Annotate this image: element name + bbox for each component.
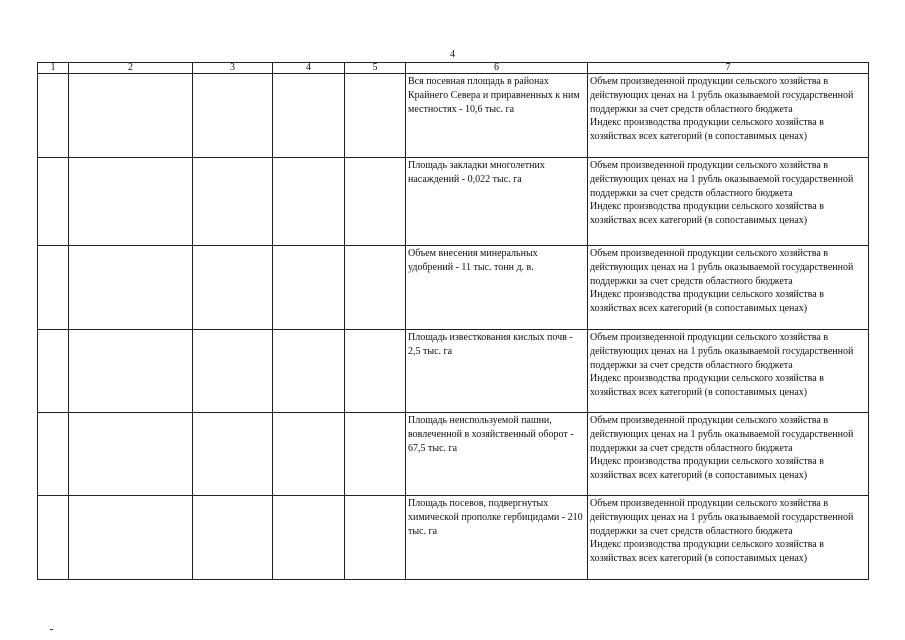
column-header-2: 2 [69,63,193,74]
empty-cell [273,330,345,413]
indicator-cell: Площадь закладки многолетних насаждений - 0,022 тыс. га [406,158,588,246]
column-header-5: 5 [345,63,406,74]
empty-cell [38,158,69,246]
indicator-cell: Площадь известкования кислых почв - 2,5 тыс. га [406,330,588,413]
column-header-7: 7 [588,63,869,74]
empty-cell [273,74,345,158]
empty-cell [273,246,345,330]
indicator-cell: Площадь неиспользуемой пашни, вовлеченной в хозяйственный оборот - 67,5 тыс. га [406,413,588,496]
result-index-text: Индекс производства продукции сельского хозяйства в хозяйствах всех категорий (в сопоставимых ценах) [590,373,824,399]
result-volume-text: Объем произведенной продукции сельского хозяйства в действующих ценах на 1 рубль оказываемой государственной поддержки за счет средств областного бюджета [590,76,854,115]
empty-cell [38,74,69,158]
table-row [38,74,869,158]
program-indicators-table [37,62,869,580]
result-index-text: Индекс производства продукции сельского хозяйства в хозяйствах всех категорий (в сопоставимых ценах) [590,117,824,143]
indicator-cell: Объем внесения минеральных удобрений - 11 тыс. тонн д. в. [406,246,588,330]
empty-cell [38,330,69,413]
result-index-text: Индекс производства продукции сельского хозяйства в хозяйствах всех категорий (в сопоставимых ценах) [590,289,824,315]
column-header-3: 3 [193,63,273,74]
empty-cell [38,413,69,496]
empty-cell [38,246,69,330]
result-volume-text: Объем произведенной продукции сельского хозяйства в действующих ценах на 1 рубль оказываемой государственной поддержки за счет средств областного бюджета [590,248,854,287]
empty-cell [345,246,406,330]
column-header-4: 4 [273,63,345,74]
table-row [38,246,869,330]
empty-cell [273,496,345,580]
result-index-text: Индекс производства продукции сельского хозяйства в хозяйствах всех категорий (в сопоставимых ценах) [590,456,824,482]
header-row [38,63,869,74]
empty-cell [193,158,273,246]
result-cell [588,413,869,496]
empty-cell [345,330,406,413]
result-volume-text: Объем произведенной продукции сельского хозяйства в действующих ценах на 1 рубль оказываемой государственной поддержки за счет средств областного бюджета [590,160,854,199]
empty-cell [345,158,406,246]
result-index-text: Индекс производства продукции сельского хозяйства в хозяйствах всех категорий (в сопоставимых ценах) [590,539,824,565]
empty-cell [69,74,193,158]
result-cell [588,74,869,158]
empty-cell [69,330,193,413]
table-row [38,496,869,580]
result-index-text: Индекс производства продукции сельского хозяйства в хозяйствах всех категорий (в сопоставимых ценах) [590,201,824,227]
empty-cell [193,496,273,580]
scan-mark [50,629,53,630]
result-cell [588,330,869,413]
empty-cell [193,413,273,496]
table-row [38,413,869,496]
result-volume-text: Объем произведенной продукции сельского хозяйства в действующих ценах на 1 рубль оказываемой государственной поддержки за счет средств областного бюджета [590,332,854,371]
empty-cell [193,74,273,158]
empty-cell [345,413,406,496]
column-header-6: 6 [406,63,588,74]
indicator-cell: Площадь посевов, подвергнутых химической прополке гербицидами - 210 тыс. га [406,496,588,580]
result-cell [588,246,869,330]
column-header-1: 1 [38,63,69,74]
page-number: 4 [450,49,455,60]
empty-cell [69,413,193,496]
empty-cell [38,496,69,580]
empty-cell [345,496,406,580]
empty-cell [345,74,406,158]
result-cell [588,496,869,580]
empty-cell [193,246,273,330]
result-volume-text: Объем произведенной продукции сельского хозяйства в действующих ценах на 1 рубль оказываемой государственной поддержки за счет средств областного бюджета [590,415,854,454]
empty-cell [193,330,273,413]
result-volume-text: Объем произведенной продукции сельского хозяйства в действующих ценах на 1 рубль оказываемой государственной поддержки за счет средств областного бюджета [590,498,854,537]
empty-cell [69,158,193,246]
empty-cell [69,496,193,580]
indicator-cell: Вся посевная площадь в районах Крайнего Севера и приравненных к ним местностях - 10,6 тыс. га [406,74,588,158]
empty-cell [273,158,345,246]
table-row [38,158,869,246]
table-row [38,330,869,413]
result-cell [588,158,869,246]
empty-cell [273,413,345,496]
empty-cell [69,246,193,330]
